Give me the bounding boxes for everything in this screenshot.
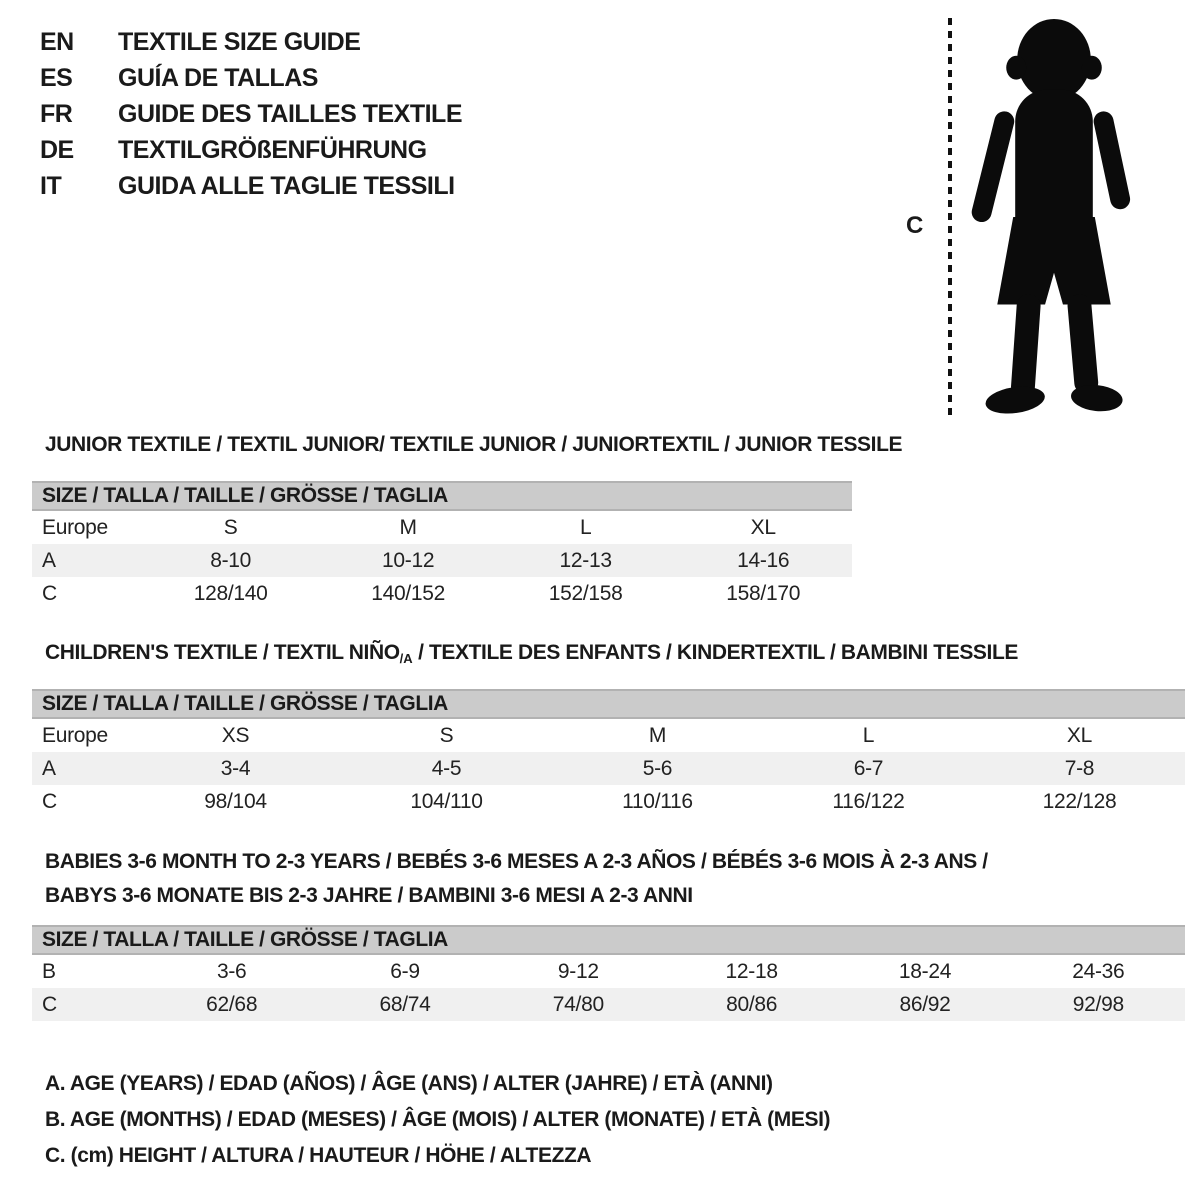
cell: 3-4	[130, 752, 341, 785]
children-title-subscript: /A	[399, 651, 413, 666]
height-measure-label: C	[906, 212, 924, 239]
language-row	[40, 168, 462, 204]
language-code: DE	[40, 135, 74, 164]
children-title-main: CHILDREN'S TEXTILE / TEXTIL NIÑO	[45, 641, 400, 664]
cell: 158/170	[726, 581, 801, 605]
cell: 92/98	[1012, 988, 1185, 1021]
height-measure-dashed-line	[948, 18, 952, 416]
language-row	[40, 60, 462, 96]
children-section-title	[45, 641, 1018, 666]
junior-size-table	[32, 481, 852, 610]
table-row	[32, 785, 1185, 818]
cell: XS	[221, 723, 250, 747]
cell: 128/140	[193, 581, 268, 605]
cell: 4-5	[341, 752, 552, 785]
language-code: IT	[40, 171, 62, 200]
cell: 80/86	[665, 988, 838, 1021]
cell: 98/104	[204, 789, 267, 813]
cell: S	[223, 515, 238, 539]
cell: 18-24	[898, 959, 952, 983]
babies-section-title	[45, 845, 1045, 913]
language-title-list	[40, 24, 462, 204]
table-row	[32, 988, 1185, 1021]
cell: 6-7	[763, 752, 974, 785]
cell: 116/122	[832, 789, 905, 813]
size-header-cell: SIZE / TALLA / TAILLE / GRÖSSE / TAGLIA	[32, 690, 1185, 718]
table-row	[32, 752, 1185, 785]
cell: L	[862, 723, 875, 747]
cell: 68/74	[318, 988, 491, 1021]
language-title: GUIDA ALLE TAGLIE TESSILI	[118, 171, 455, 200]
size-header-cell: SIZE / TALLA / TAILLE / GRÖSSE / TAGLIA	[32, 482, 852, 510]
size-header-row	[32, 926, 1185, 954]
babies-size-table	[32, 925, 1185, 1021]
babies-title-line2: BABYS 3-6 MONATE BIS 2-3 JAHRE / BAMBINI 3-6 MESI A 2-3 ANNI	[45, 884, 693, 907]
language-code: EN	[40, 27, 74, 56]
size-header-row	[32, 690, 1185, 718]
cell: 10-12	[319, 544, 497, 577]
language-title: GUÍA DE TALLAS	[118, 63, 318, 92]
junior-section-title: JUNIOR TEXTILE / TEXTIL JUNIOR/ TEXTILE JUNIOR / JUNIORTEXTIL / JUNIOR TESSILE	[45, 433, 903, 456]
cell: B	[42, 959, 56, 983]
cell: 12-18	[725, 959, 778, 983]
cell: 3-6	[216, 959, 247, 983]
table-row	[32, 510, 852, 544]
cell: 152/158	[548, 581, 623, 605]
cell: A	[32, 752, 130, 785]
language-row	[40, 96, 462, 132]
babies-title-line1: BABIES 3-6 MONTH TO 2-3 YEARS / BEBÉS 3-6 MESES A 2-3 AÑOS / BÉBÉS 3-6 MOIS À 2-3 ANS /	[45, 850, 988, 873]
cell: 140/152	[371, 581, 446, 605]
cell: 110/116	[622, 789, 693, 813]
cell: C	[42, 789, 57, 813]
cell: C	[42, 581, 57, 605]
cell: 8-10	[142, 544, 320, 577]
language-title: TEXTILE SIZE GUIDE	[118, 27, 361, 56]
cell: 62/68	[145, 988, 318, 1021]
legend-line-a: A. AGE (YEARS) / EDAD (AÑOS) / ÂGE (ANS) / ALTER (JAHRE) / ETÀ (ANNI)	[45, 1072, 773, 1095]
language-title: GUIDE DES TAILLES TEXTILE	[118, 99, 463, 128]
language-row	[40, 24, 462, 60]
size-header-row	[32, 482, 852, 510]
cell: 9-12	[557, 959, 599, 983]
table-row	[32, 954, 1185, 988]
cell: 86/92	[838, 988, 1011, 1021]
language-code: ES	[40, 63, 73, 92]
children-size-table	[32, 689, 1185, 818]
table-row	[32, 718, 1185, 752]
size-header-cell: SIZE / TALLA / TAILLE / GRÖSSE / TAGLIA	[32, 926, 1185, 954]
cell: XL	[1066, 723, 1093, 747]
cell: XL	[750, 515, 776, 539]
legend-line-c: C. (cm) HEIGHT / ALTURA / HAUTEUR / HÖHE / ALTEZZA	[45, 1144, 592, 1167]
cell: 14-16	[674, 544, 852, 577]
cell: L	[579, 515, 592, 539]
cell: Europe	[42, 723, 108, 747]
cell: S	[439, 723, 454, 747]
cell: 104/110	[410, 789, 483, 813]
cell: 6-9	[390, 959, 420, 983]
children-title-rest: / TEXTILE DES ENFANTS / KINDERTEXTIL / BAMBINI TESSILE	[412, 641, 1019, 664]
cell: A	[32, 544, 142, 577]
table-row	[32, 544, 852, 577]
cell: 7-8	[974, 752, 1185, 785]
table-row	[32, 577, 852, 610]
cell: 122/128	[1042, 789, 1117, 813]
language-row	[40, 132, 462, 168]
cell: M	[648, 723, 667, 747]
cell: 12-13	[497, 544, 675, 577]
cell: 5-6	[552, 752, 763, 785]
cell: Europe	[42, 515, 108, 539]
cell: 24-36	[1072, 959, 1125, 983]
language-title: TEXTILGRÖßENFÜHRUNG	[118, 135, 427, 164]
baby-silhouette-icon	[962, 10, 1148, 418]
legend-block	[45, 1066, 830, 1174]
cell: M	[399, 515, 417, 539]
language-code: FR	[40, 99, 73, 128]
legend-line-b: B. AGE (MONTHS) / EDAD (MESES) / ÂGE (MOIS) / ALTER (MONATE) / ETÀ (MESI)	[45, 1108, 831, 1131]
cell: C	[32, 988, 145, 1021]
cell: 74/80	[492, 988, 665, 1021]
